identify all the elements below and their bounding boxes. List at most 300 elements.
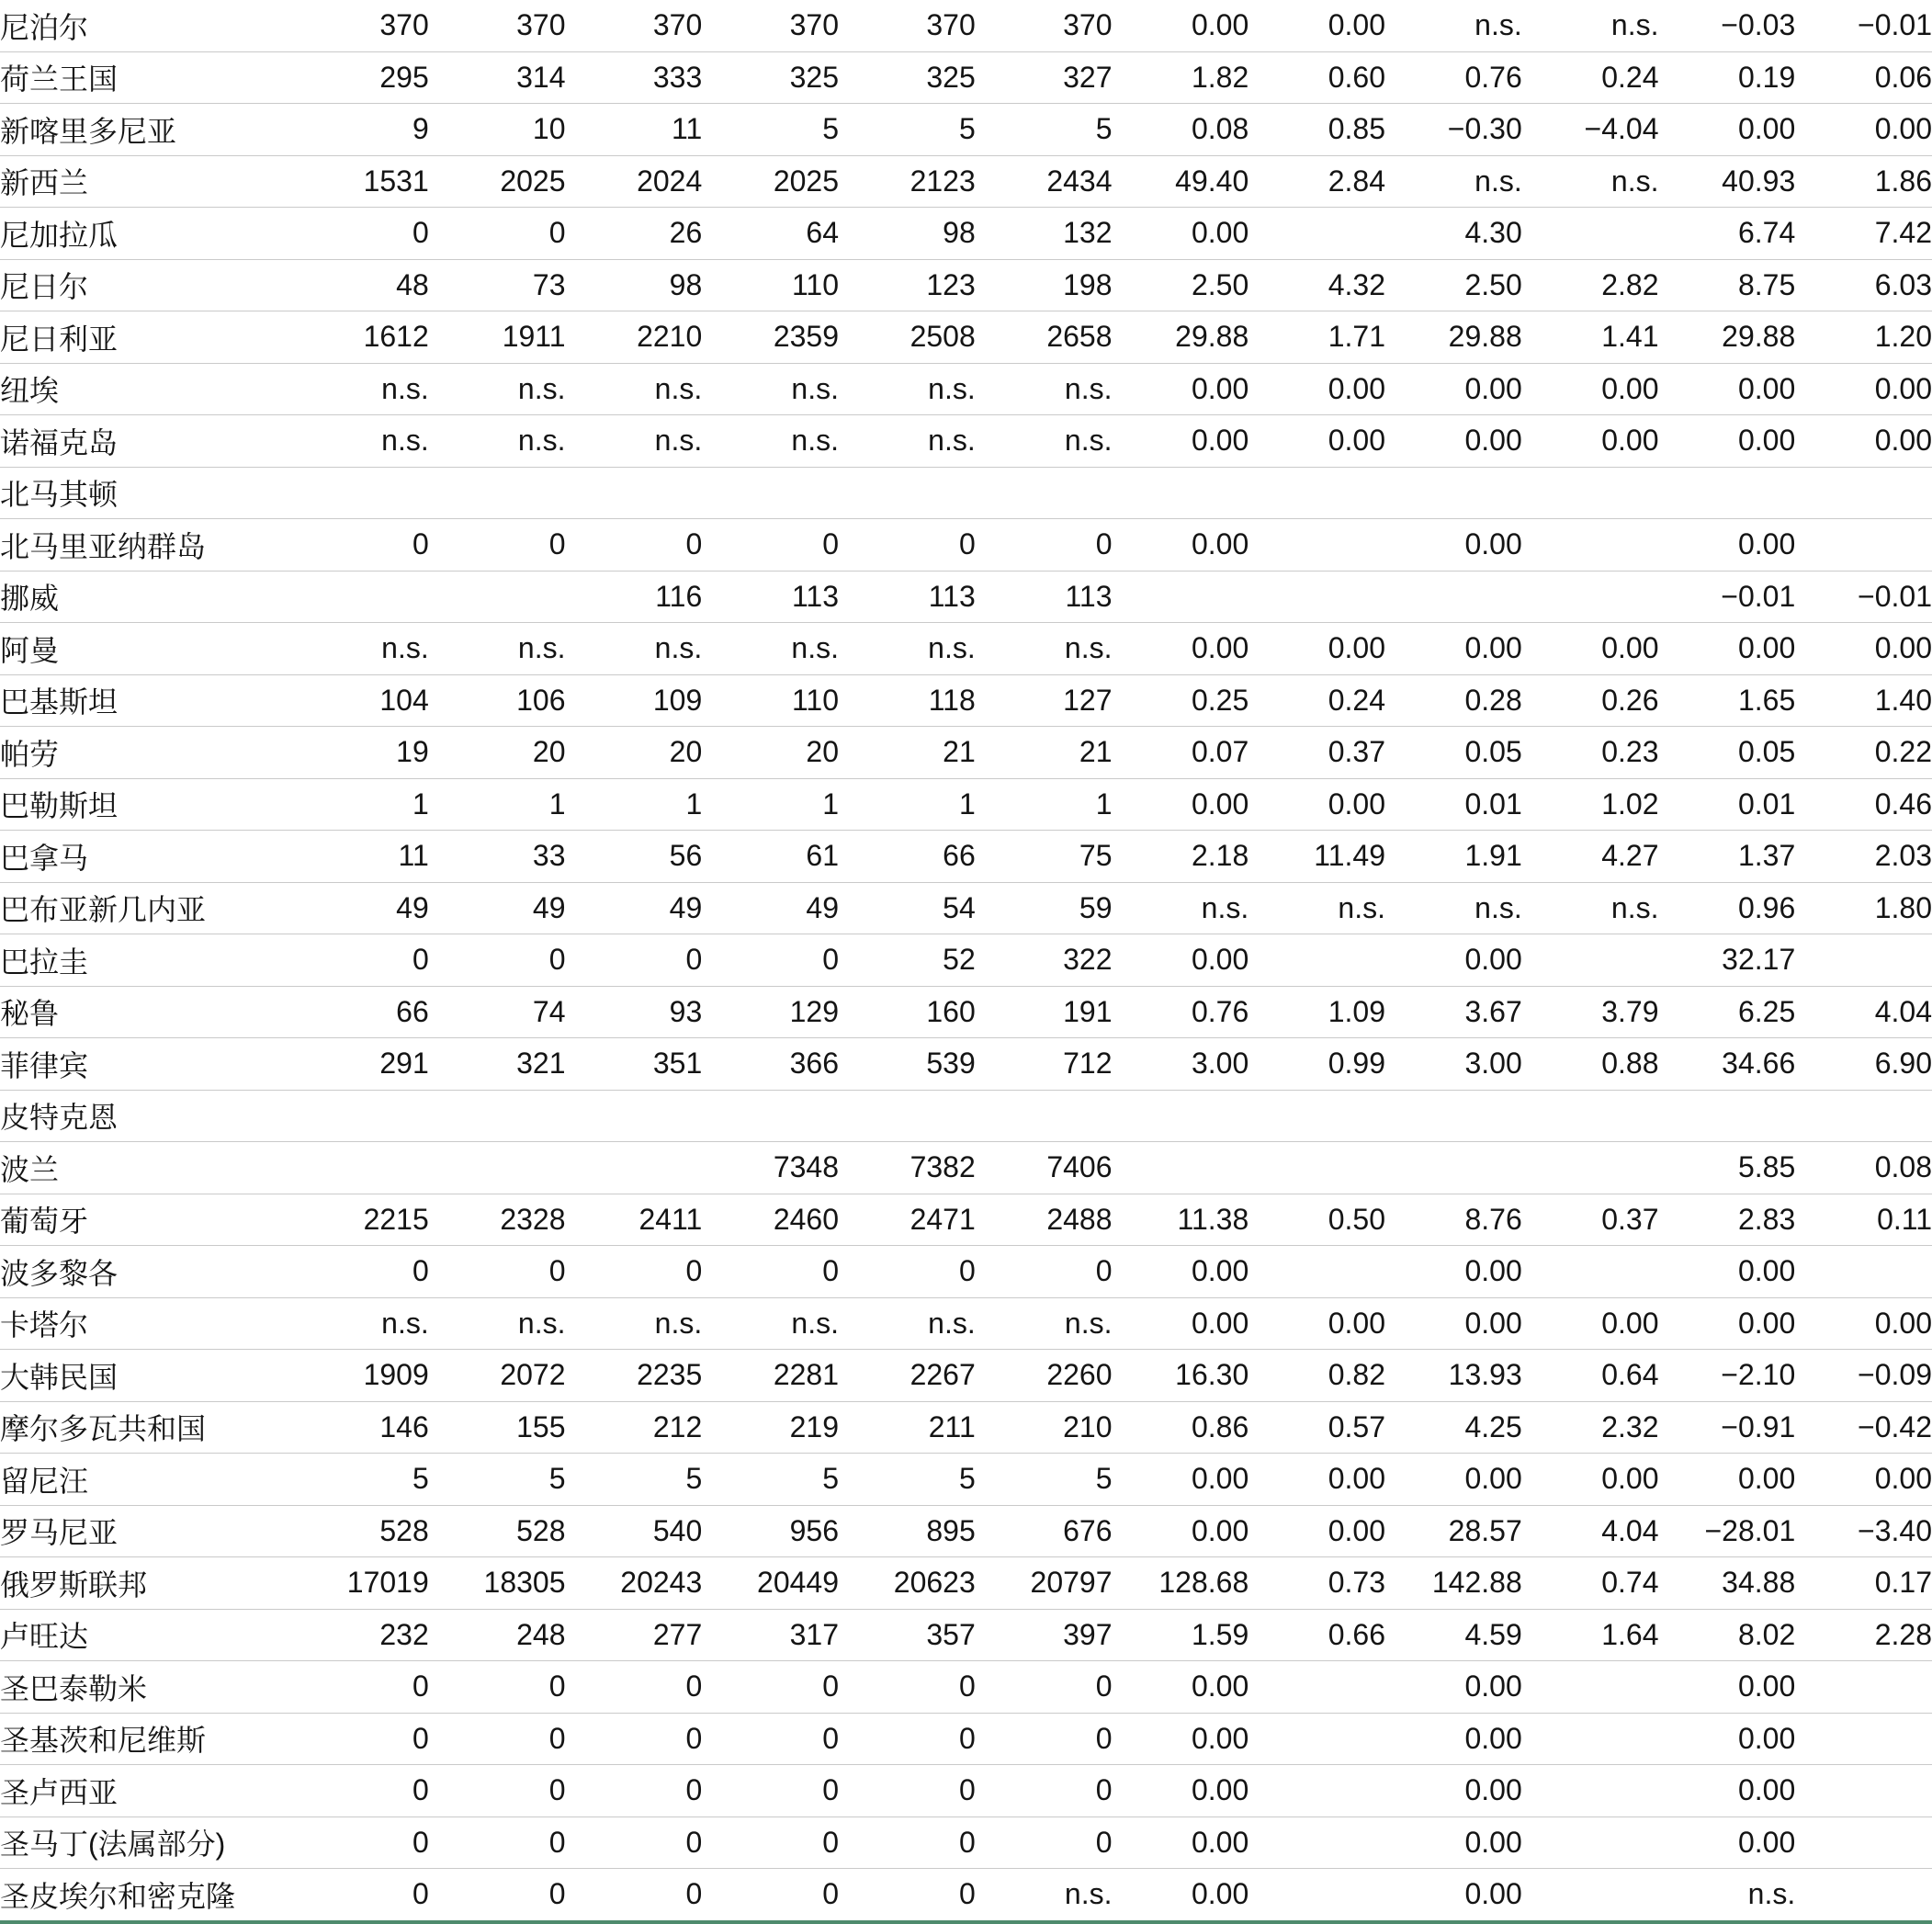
value-cell: 2.50 [1385, 259, 1522, 311]
value-cell: 0.00 [1795, 363, 1932, 415]
value-cell: 0.00 [1385, 1297, 1522, 1350]
value-cell: 0.19 [1659, 51, 1796, 104]
value-cell: 118 [839, 674, 976, 727]
value-cell: 132 [976, 208, 1113, 260]
value-cell: 2.32 [1522, 1401, 1659, 1454]
value-cell: 325 [839, 51, 976, 104]
value-cell: 0 [566, 519, 703, 572]
value-cell: 11 [292, 831, 429, 883]
value-cell: 29.88 [1113, 311, 1249, 364]
value-cell: −3.40 [1795, 1505, 1932, 1557]
value-cell: 2359 [702, 311, 839, 364]
value-cell: −4.04 [1522, 104, 1659, 156]
country-name-cell: 诺福克岛 [0, 415, 292, 468]
value-cell: 232 [292, 1609, 429, 1661]
value-cell: 7406 [976, 1142, 1113, 1194]
value-cell: 0 [292, 519, 429, 572]
value-cell [429, 571, 566, 623]
country-name-cell: 新西兰 [0, 155, 292, 208]
table-row [0, 467, 1932, 519]
value-cell: 0.00 [1113, 1713, 1249, 1765]
value-cell: 0.76 [1113, 986, 1249, 1038]
value-cell: 191 [976, 986, 1113, 1038]
table-row [0, 208, 1932, 260]
value-cell: n.s. [702, 415, 839, 468]
value-cell: 127 [976, 674, 1113, 727]
value-cell: 113 [976, 571, 1113, 623]
value-cell: 0.08 [1113, 104, 1249, 156]
value-cell [1385, 571, 1522, 623]
value-cell [1795, 1661, 1932, 1714]
value-cell: 0 [292, 1661, 429, 1714]
value-cell: 1 [566, 778, 703, 831]
value-cell: n.s. [292, 363, 429, 415]
value-cell: n.s. [976, 623, 1113, 675]
value-cell: 0.00 [1659, 519, 1796, 572]
value-cell: 0 [566, 1246, 703, 1298]
value-cell [1522, 1246, 1659, 1298]
value-cell: 40.93 [1659, 155, 1796, 208]
value-cell: 2267 [839, 1350, 976, 1402]
value-cell: 6.90 [1795, 1038, 1932, 1091]
country-name-cell: 巴布亚新几内亚 [0, 882, 292, 934]
value-cell: n.s. [1248, 882, 1385, 934]
value-cell [1385, 467, 1522, 519]
value-cell: 2.84 [1248, 155, 1385, 208]
value-cell: 0.73 [1248, 1557, 1385, 1610]
value-cell: 4.59 [1385, 1609, 1522, 1661]
value-cell: 0.01 [1385, 778, 1522, 831]
value-cell: 5 [839, 104, 976, 156]
value-cell: 0.00 [1522, 623, 1659, 675]
value-cell: 2658 [976, 311, 1113, 364]
value-cell: 98 [566, 259, 703, 311]
value-cell [566, 1090, 703, 1142]
value-cell: n.s. [839, 363, 976, 415]
value-cell: 2281 [702, 1350, 839, 1402]
value-cell: 155 [429, 1401, 566, 1454]
value-cell: 0.00 [1795, 1297, 1932, 1350]
value-cell: 0.00 [1659, 363, 1796, 415]
value-cell: 7382 [839, 1142, 976, 1194]
value-cell: 0.24 [1248, 674, 1385, 727]
country-name-cell: 纽埃 [0, 363, 292, 415]
value-cell: 7.42 [1795, 208, 1932, 260]
value-cell: 21 [839, 727, 976, 779]
country-name-cell: 帕劳 [0, 727, 292, 779]
value-cell: 370 [292, 0, 429, 51]
table-row [0, 1038, 1932, 1091]
value-cell [1248, 1816, 1385, 1869]
value-cell: 5 [976, 104, 1113, 156]
value-cell: 109 [566, 674, 703, 727]
value-cell: 4.32 [1248, 259, 1385, 311]
value-cell: 1 [292, 778, 429, 831]
value-cell: 3.00 [1113, 1038, 1249, 1091]
value-cell: 0 [429, 1661, 566, 1714]
value-cell: 0 [292, 208, 429, 260]
value-cell: 4.04 [1795, 986, 1932, 1038]
value-cell [1248, 1142, 1385, 1194]
value-cell: 26 [566, 208, 703, 260]
value-cell: 0.00 [1659, 1765, 1796, 1817]
table-row [0, 1713, 1932, 1765]
country-name-cell: 留尼汪 [0, 1454, 292, 1506]
table-row [0, 1557, 1932, 1610]
value-cell: 34.66 [1659, 1038, 1796, 1091]
value-cell: 0.05 [1385, 727, 1522, 779]
value-cell [292, 1142, 429, 1194]
table-row [0, 1505, 1932, 1557]
value-cell: 11 [566, 104, 703, 156]
value-cell: 0 [702, 1869, 839, 1922]
table-row [0, 674, 1932, 727]
value-cell: 74 [429, 986, 566, 1038]
value-cell: 0.00 [1659, 415, 1796, 468]
value-cell: 110 [702, 259, 839, 311]
value-cell: 0.00 [1248, 0, 1385, 51]
value-cell: 528 [292, 1505, 429, 1557]
country-name-cell: 尼日尔 [0, 259, 292, 311]
value-cell: 539 [839, 1038, 976, 1091]
value-cell [1522, 1816, 1659, 1869]
table-row [0, 415, 1932, 468]
value-cell: 0.00 [1248, 1297, 1385, 1350]
value-cell: 0 [976, 1713, 1113, 1765]
value-cell: 0 [839, 1869, 976, 1922]
value-cell: 11.38 [1113, 1194, 1249, 1246]
value-cell: n.s. [429, 363, 566, 415]
value-cell: 0 [292, 1816, 429, 1869]
value-cell [1522, 1661, 1659, 1714]
value-cell: 0 [976, 1765, 1113, 1817]
value-cell: 0.00 [1385, 934, 1522, 987]
table-row [0, 259, 1932, 311]
value-cell: 0 [292, 1246, 429, 1298]
value-cell: 1911 [429, 311, 566, 364]
value-cell: 2215 [292, 1194, 429, 1246]
table-row [0, 1765, 1932, 1817]
value-cell: 0.00 [1795, 104, 1932, 156]
value-cell: n.s. [702, 363, 839, 415]
value-cell: 0 [839, 1816, 976, 1869]
value-cell [429, 1142, 566, 1194]
value-cell: 113 [702, 571, 839, 623]
value-cell: 0.00 [1113, 1816, 1249, 1869]
value-cell: 219 [702, 1401, 839, 1454]
country-name-cell: 北马其顿 [0, 467, 292, 519]
value-cell: 1.02 [1522, 778, 1659, 831]
value-cell: 1 [702, 778, 839, 831]
value-cell: 0 [566, 934, 703, 987]
value-cell: 0 [702, 1765, 839, 1817]
value-cell: 0.26 [1522, 674, 1659, 727]
value-cell: 0.00 [1248, 1505, 1385, 1557]
value-cell [1385, 1142, 1522, 1194]
value-cell: 0.00 [1113, 778, 1249, 831]
value-cell: 895 [839, 1505, 976, 1557]
value-cell: n.s. [976, 1869, 1113, 1922]
country-name-cell: 卡塔尔 [0, 1297, 292, 1350]
value-cell: 0.00 [1385, 1454, 1522, 1506]
value-cell: n.s. [1385, 155, 1522, 208]
value-cell: 370 [976, 0, 1113, 51]
value-cell: 370 [429, 0, 566, 51]
country-name-cell: 圣卢西亚 [0, 1765, 292, 1817]
value-cell: 1 [976, 778, 1113, 831]
table-row [0, 1661, 1932, 1714]
value-cell: 2025 [702, 155, 839, 208]
value-cell: 0.66 [1248, 1609, 1385, 1661]
value-cell: 0.82 [1248, 1350, 1385, 1402]
value-cell: n.s. [976, 1297, 1113, 1350]
value-cell: 104 [292, 674, 429, 727]
value-cell: 113 [839, 571, 976, 623]
table-row [0, 104, 1932, 156]
value-cell: 1909 [292, 1350, 429, 1402]
value-cell: 49 [702, 882, 839, 934]
value-cell: 0 [566, 1765, 703, 1817]
value-cell [566, 467, 703, 519]
value-cell: 0 [702, 934, 839, 987]
value-cell: n.s. [976, 363, 1113, 415]
country-name-cell: 俄罗斯联邦 [0, 1557, 292, 1610]
value-cell: 2.83 [1659, 1194, 1796, 1246]
value-cell: 4.27 [1522, 831, 1659, 883]
value-cell [1248, 208, 1385, 260]
table-row [0, 1142, 1932, 1194]
value-cell: n.s. [1659, 1869, 1796, 1922]
value-cell: n.s. [566, 623, 703, 675]
value-cell [1113, 467, 1249, 519]
value-cell: 0 [429, 1713, 566, 1765]
value-cell: 1 [429, 778, 566, 831]
value-cell: 49 [292, 882, 429, 934]
value-cell: 49 [566, 882, 703, 934]
value-cell: 4.30 [1385, 208, 1522, 260]
value-cell: 0 [292, 1869, 429, 1922]
value-cell: 370 [702, 0, 839, 51]
value-cell: 6.03 [1795, 259, 1932, 311]
value-cell: 370 [566, 0, 703, 51]
value-cell: 0.00 [1248, 778, 1385, 831]
value-cell [1795, 1090, 1932, 1142]
table-row [0, 986, 1932, 1038]
value-cell: 0.28 [1385, 674, 1522, 727]
value-cell: 1.37 [1659, 831, 1796, 883]
table-row [0, 1609, 1932, 1661]
value-cell: 0 [702, 519, 839, 572]
value-cell [702, 1090, 839, 1142]
value-cell: 0.76 [1385, 51, 1522, 104]
value-cell: 0.37 [1248, 727, 1385, 779]
value-cell: 0.00 [1113, 623, 1249, 675]
value-cell: 0 [429, 1246, 566, 1298]
value-cell: 0 [429, 519, 566, 572]
value-cell: 48 [292, 259, 429, 311]
value-cell: 5 [292, 1454, 429, 1506]
value-cell: 2.03 [1795, 831, 1932, 883]
table-row [0, 727, 1932, 779]
value-cell: 52 [839, 934, 976, 987]
value-cell: n.s. [976, 415, 1113, 468]
value-cell [1795, 934, 1932, 987]
value-cell: 0.85 [1248, 104, 1385, 156]
value-cell: 2434 [976, 155, 1113, 208]
value-cell [1795, 1246, 1932, 1298]
country-name-cell: 新喀里多尼亚 [0, 104, 292, 156]
value-cell: 0.22 [1795, 727, 1932, 779]
value-cell: 0.00 [1385, 1765, 1522, 1817]
table-row [0, 1401, 1932, 1454]
value-cell [1522, 208, 1659, 260]
country-name-cell: 巴拉圭 [0, 934, 292, 987]
value-cell: 0 [292, 1765, 429, 1817]
value-cell: 0.00 [1113, 1869, 1249, 1922]
value-cell: 0.00 [1659, 1713, 1796, 1765]
value-cell: 1.86 [1795, 155, 1932, 208]
value-cell [1248, 934, 1385, 987]
value-cell: 0 [566, 1661, 703, 1714]
value-cell: 0 [702, 1713, 839, 1765]
value-cell: 0.00 [1659, 1297, 1796, 1350]
value-cell [1248, 571, 1385, 623]
value-cell [1659, 467, 1796, 519]
value-cell [1522, 519, 1659, 572]
value-cell: −0.01 [1795, 571, 1932, 623]
value-cell: 2471 [839, 1194, 976, 1246]
value-cell [1795, 519, 1932, 572]
country-name-cell: 挪威 [0, 571, 292, 623]
value-cell [292, 1090, 429, 1142]
table-row [0, 1246, 1932, 1298]
value-cell: −28.01 [1659, 1505, 1796, 1557]
value-cell: 0.99 [1248, 1038, 1385, 1091]
value-cell: 66 [839, 831, 976, 883]
value-cell: n.s. [566, 415, 703, 468]
value-cell: 0.00 [1385, 1713, 1522, 1765]
value-cell: 5 [429, 1454, 566, 1506]
value-cell [1659, 1090, 1796, 1142]
value-cell [1248, 1869, 1385, 1922]
value-cell: 2072 [429, 1350, 566, 1402]
value-cell: 8.76 [1385, 1194, 1522, 1246]
value-cell: 712 [976, 1038, 1113, 1091]
value-cell: 0 [702, 1816, 839, 1869]
value-cell: 1.59 [1113, 1609, 1249, 1661]
value-cell: 0.00 [1248, 623, 1385, 675]
value-cell: 0 [292, 1713, 429, 1765]
value-cell: 0.50 [1248, 1194, 1385, 1246]
value-cell: n.s. [429, 1297, 566, 1350]
value-cell: 1.80 [1795, 882, 1932, 934]
value-cell: 160 [839, 986, 976, 1038]
value-cell [1113, 1142, 1249, 1194]
value-cell: 0.00 [1385, 1816, 1522, 1869]
value-cell: 0.57 [1248, 1401, 1385, 1454]
value-cell: 3.00 [1385, 1038, 1522, 1091]
value-cell: 0.06 [1795, 51, 1932, 104]
value-cell: 0.86 [1113, 1401, 1249, 1454]
value-cell: 0.07 [1113, 727, 1249, 779]
value-cell: 123 [839, 259, 976, 311]
table-row [0, 1869, 1932, 1922]
value-cell: 0.00 [1113, 1246, 1249, 1298]
value-cell: 0.00 [1659, 1661, 1796, 1714]
value-cell: 0.00 [1385, 519, 1522, 572]
value-cell [1522, 467, 1659, 519]
value-cell: 295 [292, 51, 429, 104]
value-cell [1795, 1869, 1932, 1922]
value-cell: 17019 [292, 1557, 429, 1610]
country-name-cell: 秘鲁 [0, 986, 292, 1038]
value-cell: 0 [702, 1661, 839, 1714]
table-row [0, 831, 1932, 883]
value-cell: 0.00 [1113, 1454, 1249, 1506]
value-cell: 20797 [976, 1557, 1113, 1610]
value-cell: 0.00 [1113, 0, 1249, 51]
value-cell [429, 1090, 566, 1142]
value-cell: −0.01 [1795, 0, 1932, 51]
value-cell: 540 [566, 1505, 703, 1557]
value-cell: 0 [839, 1246, 976, 1298]
value-cell: 4.25 [1385, 1401, 1522, 1454]
value-cell: 0 [839, 519, 976, 572]
value-cell: 0.46 [1795, 778, 1932, 831]
value-cell: 33 [429, 831, 566, 883]
value-cell: 49.40 [1113, 155, 1249, 208]
table-row [0, 934, 1932, 987]
value-cell: 1 [839, 778, 976, 831]
value-cell: 1.82 [1113, 51, 1249, 104]
value-cell [1795, 1816, 1932, 1869]
value-cell: 0.60 [1248, 51, 1385, 104]
value-cell [702, 467, 839, 519]
value-cell: 6.25 [1659, 986, 1796, 1038]
value-cell: n.s. [292, 623, 429, 675]
value-cell: 0 [566, 1816, 703, 1869]
value-cell: n.s. [566, 1297, 703, 1350]
value-cell: 64 [702, 208, 839, 260]
value-cell: 29.88 [1659, 311, 1796, 364]
value-cell: 29.88 [1385, 311, 1522, 364]
value-cell: 93 [566, 986, 703, 1038]
value-cell: n.s. [702, 1297, 839, 1350]
value-cell: 2260 [976, 1350, 1113, 1402]
value-cell: 0.00 [1385, 415, 1522, 468]
value-cell: 5 [702, 104, 839, 156]
value-cell [1795, 467, 1932, 519]
value-cell: 0.00 [1248, 415, 1385, 468]
value-cell: n.s. [429, 415, 566, 468]
value-cell: 2235 [566, 1350, 703, 1402]
value-cell: 0 [976, 1661, 1113, 1714]
value-cell [1795, 1713, 1932, 1765]
value-cell: 3.67 [1385, 986, 1522, 1038]
value-cell: 5 [566, 1454, 703, 1506]
value-cell [292, 467, 429, 519]
value-cell: 2488 [976, 1194, 1113, 1246]
value-cell [976, 467, 1113, 519]
value-cell: 13.93 [1385, 1350, 1522, 1402]
value-cell: 0.00 [1113, 1505, 1249, 1557]
value-cell: n.s. [702, 623, 839, 675]
value-cell: 110 [702, 674, 839, 727]
country-name-cell: 圣皮埃尔和密克隆 [0, 1869, 292, 1922]
value-cell: 10 [429, 104, 566, 156]
value-cell: 128.68 [1113, 1557, 1249, 1610]
value-cell [1113, 571, 1249, 623]
